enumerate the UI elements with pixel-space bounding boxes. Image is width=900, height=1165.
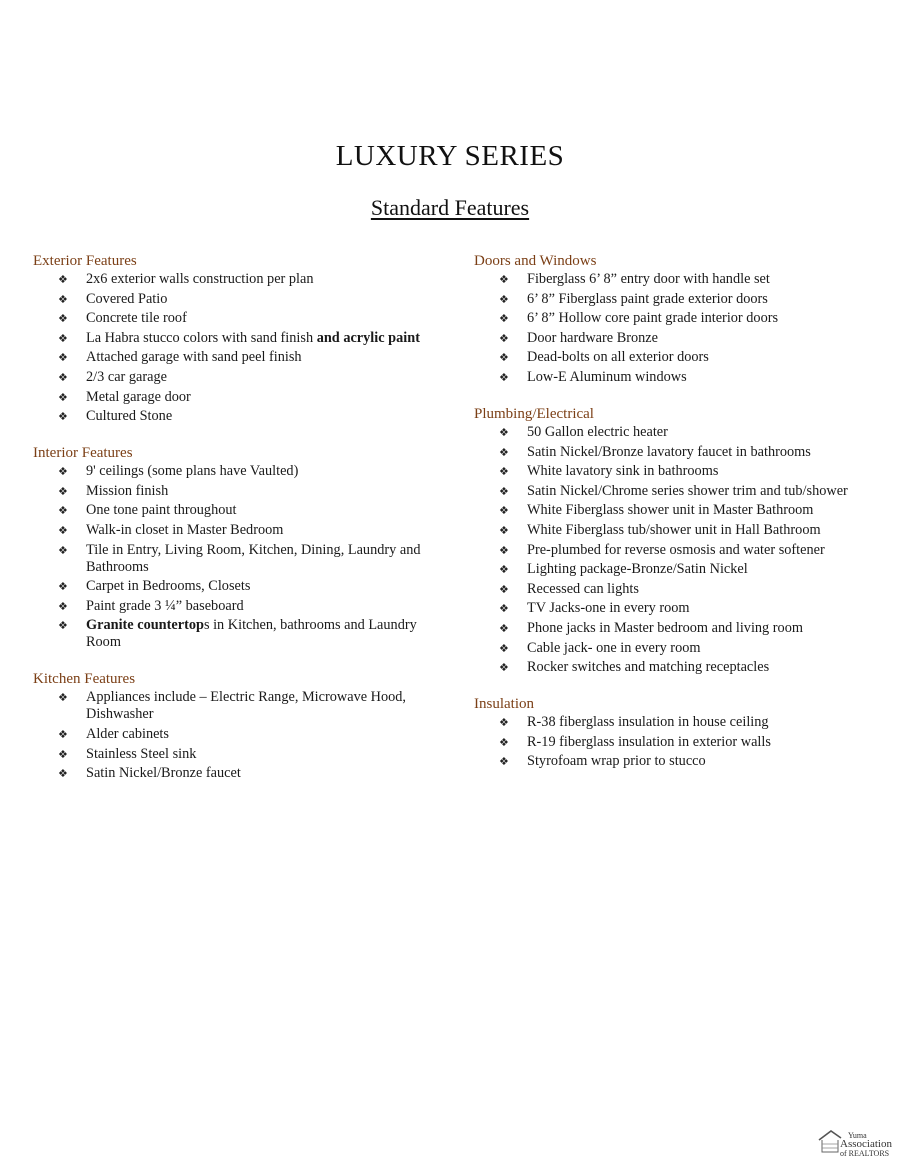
list-item: ❖ Dead-bolts on all exterior doors: [499, 349, 709, 366]
diamond-bullet-icon: ❖: [58, 523, 68, 537]
diamond-bullet-icon: ❖: [499, 602, 509, 616]
feature-list: [33, 463, 438, 651]
list-item: ❖ Low-E Aluminum windows: [499, 368, 687, 385]
list-item: ❖ White Fiberglass shower unit in Master Bathroom: [499, 502, 814, 519]
list-item: ❖ Satin Nickel/Chrome series shower trim and tub/shower: [499, 482, 848, 499]
list-item: ❖ Phone jacks in Master bedroom and living room: [499, 619, 803, 636]
list-item: ❖ 2/3 car garage: [58, 368, 167, 385]
logo-text: Yuma Association of REALTORS: [840, 1131, 892, 1158]
diamond-bullet-icon: ❖: [499, 621, 509, 635]
bold-text: and acrylic paint: [316, 329, 420, 346]
feature-list: [474, 271, 874, 386]
house-logo-icon: [818, 1128, 842, 1154]
list-item: ❖ R-19 fiberglass insulation in exterior walls: [499, 733, 771, 750]
list-item: ❖ 6’ 8” Fiberglass paint grade exterior doors: [499, 290, 768, 307]
diamond-bullet-icon: ❖: [499, 641, 509, 655]
diamond-bullet-icon: ❖: [58, 599, 68, 613]
diamond-bullet-icon: ❖: [499, 661, 509, 675]
list-item: ❖ Metal garage door: [58, 388, 191, 405]
diamond-bullet-icon: ❖: [499, 755, 509, 769]
section-title: Doors and Windows: [474, 253, 597, 269]
list-item: ❖ White Fiberglass tub/shower unit in Hall Bathroom: [499, 521, 821, 538]
list-item: ❖ TV Jacks-one in every room: [499, 600, 690, 617]
diamond-bullet-icon: ❖: [58, 390, 68, 404]
diamond-bullet-icon: ❖: [499, 563, 509, 577]
diamond-bullet-icon: ❖: [58, 619, 68, 633]
diamond-bullet-icon: ❖: [499, 331, 509, 345]
list-item: ❖ Fiberglass 6’ 8” entry door with handle set: [499, 271, 770, 287]
diamond-bullet-icon: ❖: [58, 580, 68, 594]
list-item: ❖ Rocker switches and matching receptacles: [499, 659, 770, 676]
section-title: Kitchen Features: [33, 671, 136, 688]
diamond-bullet-icon: ❖: [58, 370, 68, 384]
list-item: ❖ Lighting package-Bronze/Satin Nickel: [499, 561, 748, 578]
section-title: Plumbing/Electrical: [474, 405, 594, 422]
diamond-bullet-icon: ❖: [499, 484, 509, 498]
diamond-bullet-icon: ❖: [499, 716, 509, 730]
diamond-bullet-icon: ❖: [499, 292, 509, 306]
list-item: ❖ Satin Nickel/Bronze lavatory faucet in bathrooms: [499, 443, 811, 460]
diamond-bullet-icon: ❖: [58, 767, 68, 781]
diamond-bullet-icon: ❖: [58, 747, 68, 761]
list-item: ❖ Cable jack- one in every room: [499, 639, 701, 656]
list-item: ❖ Walk-in closet in Master Bedroom: [58, 521, 284, 538]
diamond-bullet-icon: ❖: [58, 273, 68, 286]
list-item: ❖ Concrete tile roof: [58, 310, 187, 327]
list-item: ❖ Paint grade 3 ¼” baseboard: [58, 597, 244, 614]
diamond-bullet-icon: ❖: [499, 445, 509, 459]
diamond-bullet-icon: ❖: [58, 543, 68, 557]
list-item: ❖ Stainless Steel sink: [58, 745, 197, 762]
list-item: ❖ One tone paint throughout: [58, 502, 237, 519]
diamond-bullet-icon: ❖: [58, 331, 68, 345]
list-item: ❖ 6’ 8” Hollow core paint grade interior doors: [499, 310, 779, 327]
list-item: ❖ Appliances include – Electric Range, Microwave Hood, Dishwasher: [58, 689, 406, 723]
diamond-bullet-icon: ❖: [58, 727, 68, 741]
diamond-bullet-icon: ❖: [499, 735, 509, 749]
list-item: ❖ Attached garage with sand peel finish: [58, 349, 302, 366]
list-item: ❖ Pre-plumbed for reverse osmosis and water softener: [499, 541, 825, 558]
feature-list: [474, 714, 874, 770]
diamond-bullet-icon: ❖: [499, 273, 509, 286]
list-item: ❖ Styrofoam wrap prior to stucco: [499, 753, 706, 770]
diamond-bullet-icon: ❖: [58, 691, 68, 705]
list-item: ❖ White lavatory sink in bathrooms: [499, 463, 719, 480]
left-column: [33, 251, 438, 800]
list-item: ❖ 2x6 exterior walls construction per plan: [58, 271, 314, 287]
diamond-bullet-icon: ❖: [499, 351, 509, 365]
right-column: [474, 251, 874, 788]
list-item: ❖ Granite countertops in Kitchen, bathrooms and Laundry Room: [58, 617, 417, 651]
list-item: ❖ 9' ceilings (some plans have Vaulted): [58, 463, 299, 480]
diamond-bullet-icon: ❖: [58, 504, 68, 518]
list-item: ❖ La Habra stucco colors with sand finish and acrylic paint: [58, 329, 420, 346]
section-title: Insulation: [474, 696, 534, 713]
diamond-bullet-icon: ❖: [499, 582, 509, 596]
diamond-bullet-icon: ❖: [499, 312, 509, 326]
diamond-bullet-icon: ❖: [499, 523, 509, 537]
section-insulation: [474, 694, 874, 770]
list-item: ❖ Recessed can lights: [499, 580, 639, 597]
list-item: ❖ Satin Nickel/Bronze faucet: [58, 765, 241, 782]
section-exterior-features: [33, 251, 438, 425]
diamond-bullet-icon: ❖: [58, 292, 68, 306]
feature-list: [33, 689, 438, 782]
list-item: ❖ Cultured Stone: [58, 408, 173, 425]
section-title: Interior Features: [33, 445, 133, 462]
section-plumbing-electrical: [474, 404, 874, 676]
diamond-bullet-icon: ❖: [499, 504, 509, 518]
section-interior-features: [33, 443, 438, 651]
list-item: ❖ Door hardware Bronze: [499, 329, 658, 346]
section-doors-and-windows: [474, 251, 874, 386]
page-title: LUXURY SERIES: [335, 140, 565, 172]
list-item: ❖ Alder cabinets: [58, 725, 169, 742]
diamond-bullet-icon: ❖: [58, 351, 68, 365]
feature-list: [474, 424, 874, 676]
bold-text: Granite countertop: [86, 617, 204, 634]
feature-list: [33, 271, 438, 425]
diamond-bullet-icon: ❖: [499, 543, 509, 557]
diamond-bullet-icon: ❖: [58, 465, 68, 479]
realtors-logo: [818, 1128, 896, 1162]
diamond-bullet-icon: ❖: [58, 410, 68, 424]
diamond-bullet-icon: ❖: [499, 465, 509, 479]
diamond-bullet-icon: ❖: [499, 370, 509, 384]
list-item: ❖ Carpet in Bedrooms, Closets: [58, 578, 251, 595]
list-item: ❖ R-38 fiberglass insulation in house ceiling: [499, 714, 769, 731]
list-item: ❖ Covered Patio: [58, 290, 168, 307]
page-subtitle: Standard Features: [370, 195, 530, 220]
diamond-bullet-icon: ❖: [499, 425, 509, 439]
section-kitchen-features: [33, 669, 438, 782]
section-title: Exterior Features: [33, 253, 137, 269]
diamond-bullet-icon: ❖: [58, 312, 68, 326]
diamond-bullet-icon: ❖: [58, 484, 68, 498]
list-item: ❖ Tile in Entry, Living Room, Kitchen, Dining, Laundry and Bathrooms: [58, 541, 421, 575]
list-item: ❖ Mission finish: [58, 482, 169, 499]
list-item: ❖ 50 Gallon electric heater: [499, 423, 668, 440]
